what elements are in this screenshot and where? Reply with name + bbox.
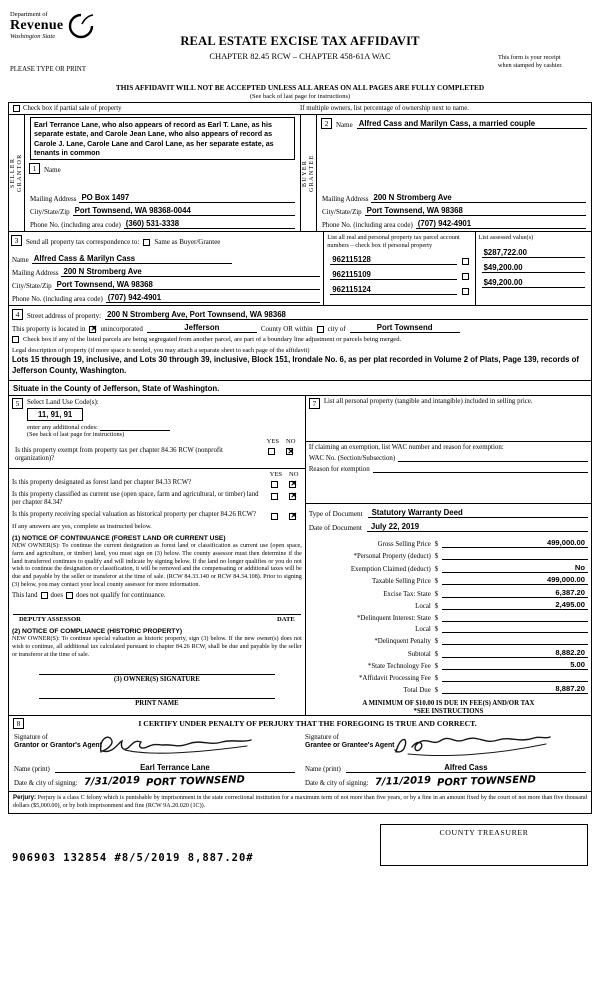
money-row-total-due: Total Due $ 8,887.20	[309, 683, 588, 696]
city-value[interactable]: Port Townsend	[350, 323, 460, 333]
dollar-sign: $	[434, 613, 439, 622]
section-2-number: 2	[321, 118, 332, 129]
money-table	[306, 534, 591, 696]
print-name-label: PRINT NAME	[135, 700, 179, 708]
right-column	[306, 396, 591, 715]
dollar-sign: $	[434, 564, 439, 573]
correspondence-name-value[interactable]: Alfred Cass & Marilyn Cass	[32, 254, 232, 264]
receipt-note: This form is your receipt when stamped by cashier.	[498, 54, 563, 70]
situate-line: Situate in the County of Jefferson, State of Washington.	[9, 380, 591, 395]
buyer-box	[300, 115, 591, 231]
parcel-row	[324, 281, 474, 296]
perjury-text: Perjury is a class C felony which is punishable by imprisonment in the state correctional institution for a maximum term of not more than five years, or by a fine in an amount fixed by the court of not more than five thousand dollars ($5,000.00), or by both imprisonment and fine (RCW 9A.20.020 (1C)).	[13, 795, 587, 809]
money-row-taxable: Taxable Selling Price $ 499,000.00	[309, 574, 588, 587]
buyer-side-label: BUYER GRANTEE	[301, 115, 317, 231]
seller-phone-value[interactable]: (360) 531-3338	[124, 219, 295, 229]
section-4-number: 4	[12, 309, 23, 320]
money-row-exemption: Exemption Claimed (deduct) $ No	[309, 561, 588, 574]
dollar-sign: $	[434, 551, 439, 560]
exemption-intro: If claiming an exemption, list WAC number and reason for exemption:	[308, 444, 504, 452]
affidavit-processing-fee-value[interactable]	[442, 673, 588, 682]
delinquent-interest-local-value[interactable]	[442, 624, 588, 633]
excise-tax-local-value[interactable]: 2,495.00	[442, 600, 588, 610]
buyer-mailing-value[interactable]: 200 N Stromberg Ave	[371, 193, 586, 203]
county-value[interactable]: Jefferson	[147, 323, 257, 333]
money-row-delinquent-interest-local: Local $	[309, 623, 588, 635]
buyer-city-value[interactable]: Port Townsend, WA 98368	[365, 206, 586, 216]
parties-row	[9, 114, 591, 231]
segregated-checkbox[interactable]	[12, 336, 19, 343]
unincorporated-label: unincorporated	[100, 324, 143, 333]
grantee-signature-area[interactable]: Signature of Grantee or Grantee's Agent	[300, 732, 591, 762]
forest-no-checkbox[interactable]	[289, 481, 296, 488]
wac-field[interactable]	[398, 454, 588, 462]
county-treasurer-label: COUNTY TREASURER	[439, 827, 529, 837]
section-8	[9, 715, 591, 791]
correspondence-mailing-label: Mailing Address	[12, 268, 59, 277]
form-body	[8, 102, 592, 814]
buyer-phone-value[interactable]: (707) 942-4901	[416, 219, 586, 229]
qualify-line: This land does does not qualify for continuance.	[12, 592, 166, 600]
correspondence-city-label: City/State/Zip	[12, 281, 52, 290]
seller-side-label: SELLER GRANTOR	[9, 115, 25, 231]
exempt-no-checkbox[interactable]	[286, 448, 293, 455]
seller-mailing-label: Mailing Address	[30, 194, 77, 203]
seller-name-value[interactable]: Earl Terrance Lane, who also appears of record as Earl T. Lane, as his separate estate, and Carole Jean Lane, who also appears of record as Carole J. Lane, Carole Lane and Carol Lane, as her separate estate, as tenants in common	[30, 117, 295, 160]
dollar-sign: $	[434, 540, 439, 549]
correspondence-city-value[interactable]: Port Townsend, WA 98368	[55, 280, 321, 290]
if-yes-note: If any answers are yes, complete as instructed below.	[12, 523, 152, 531]
parcel-personal-checkbox[interactable]	[462, 258, 469, 265]
money-row-excise-local: Local $ 2,495.00	[309, 599, 588, 612]
legal-description-label: Legal description of property (if more space is needed, you may attach a separate sheet to each page of the affidavit)	[12, 347, 310, 354]
excise-tax-state-value[interactable]: 6,387.20	[442, 588, 588, 598]
county-or-within-label: County OR within	[260, 324, 313, 333]
see-back-note: (See back of last page for instructions)	[249, 93, 351, 100]
grantor-signing-date[interactable]: 7/31/2019	[83, 774, 140, 788]
dollar-sign: $	[434, 625, 439, 634]
current-use-question: Is this property classified as current use (open space, farm and agricultural, or timber) land per chapter 84.34?	[12, 491, 259, 507]
date-of-document-label: Date of Document	[308, 524, 362, 533]
assessed-header: List assessed value(s)	[478, 234, 534, 241]
dollar-sign: $	[434, 649, 439, 658]
notice-1-title: (1) NOTICE OF CONTINUANCE (FOREST LAND OR CURRENT USE)	[12, 535, 226, 543]
perjury-lead: Perjury:	[13, 794, 37, 802]
gross-selling-price-value[interactable]: 499,000.00	[442, 538, 588, 548]
left-column	[9, 396, 306, 715]
grantee-signing-city[interactable]: PORT TOWNSEND	[436, 774, 536, 789]
date-city-label: Date & city of signing:	[305, 779, 369, 787]
chapter-line: CHAPTER 82.45 RCW – CHAPTER 458-61A WAC	[209, 51, 391, 61]
date-of-document-value[interactable]: July 22, 2019	[367, 522, 588, 532]
dor-swoosh-icon	[66, 12, 96, 40]
type-of-document-label: Type of Document	[308, 510, 363, 519]
exemption-claimed-value[interactable]: No	[442, 563, 588, 573]
certify-statement: I CERTIFY UNDER PENALTY OF PERJURY THAT THE FOREGOING IS TRUE AND CORRECT.	[138, 719, 477, 729]
same-as-buyer-checkbox[interactable]	[143, 239, 150, 246]
partial-sale-checkbox[interactable]	[13, 105, 20, 112]
please-type-label: PLEASE TYPE OR PRINT	[10, 66, 86, 73]
delinquent-penalty-value[interactable]	[442, 636, 588, 645]
yes-header: YES	[266, 438, 280, 446]
money-row-delinquent-interest-state: *Delinquent Interest: State $	[309, 612, 588, 624]
property-location-line	[12, 321, 588, 334]
dollar-sign: $	[434, 686, 439, 695]
money-row-subtotal: Subtotal $ 8,882.20	[309, 646, 588, 659]
correspondence-name-label: Name	[12, 255, 29, 264]
section-5	[9, 396, 305, 469]
notice-2-title: (2) NOTICE OF COMPLIANCE (HISTORIC PROPERTY)	[12, 628, 183, 636]
additional-codes-label: enter any additional codes:	[27, 424, 98, 432]
owner-signature-line[interactable]	[39, 665, 275, 675]
buyer-name-value[interactable]: Alfred Cass and Marilyn Cass, a married couple	[357, 119, 587, 129]
section-3	[9, 231, 591, 305]
warning-line: THIS AFFIDAVIT WILL NOT BE ACCEPTED UNLESS ALL AREAS ON ALL PAGES ARE FULLY COMPLETED	[115, 83, 485, 92]
seller-phone-label: Phone No. (including area code)	[30, 220, 121, 229]
historic-question: Is this property receiving special valuation as historical property per chapter 84.26 RCW?	[12, 510, 257, 518]
grantor-signature-area[interactable]: Signature of Grantor or Grantor's Agent	[9, 732, 300, 762]
dollar-sign: $	[434, 589, 439, 598]
additional-codes-field[interactable]	[100, 424, 170, 431]
cashier-validation-stamp: 906903 132854 #8/5/2019 8,887.20#	[12, 851, 254, 864]
grantee-signing-date[interactable]: 7/11/2019	[374, 774, 431, 788]
form-title: REAL ESTATE EXCISE TAX AFFIDAVIT	[180, 34, 420, 48]
logo-revenue: Revenue	[10, 17, 64, 33]
land-does-not-checkbox[interactable]	[66, 592, 73, 599]
name-print-label: Name (print)	[305, 765, 341, 773]
money-row-personal-property: *Personal Property (deduct) $	[309, 550, 588, 562]
city-checkbox[interactable]	[317, 326, 324, 333]
multiple-owners-label: If multiple owners, list percentage of ownership next to name.	[300, 105, 469, 112]
section-7-number: 7	[309, 398, 320, 409]
money-row-gross: Gross Selling Price $ 499,000.00	[309, 537, 588, 550]
wac-label: WAC No. (Section/Subsection)	[308, 455, 396, 463]
segregated-label: Check box if any of the listed parcels are being segregated from another parcel, are part of a boundary line adjustment or parcels being merged.	[23, 335, 402, 343]
dollar-sign: $	[434, 602, 439, 611]
buyer-city-label: City/State/Zip	[322, 207, 362, 216]
money-row-delinquent-penalty: *Delinquent Penalty $	[309, 635, 588, 647]
footer	[8, 814, 592, 866]
seller-city-value[interactable]: Port Townsend, WA 98368-0044	[73, 206, 295, 216]
correspondence-phone-label: Phone No. (including area code)	[12, 294, 103, 303]
legal-description-value[interactable]: Lots 15 through 19, inclusive, and Lots 30 through 39, inclusive, Block 151, Irondale No. 6, as per plat recorded in Volume 2 of Plats, Page 139, records of Jefferson County, Washington.	[12, 355, 580, 375]
personal-property-label: List all personal property (tangible and intangible) included in selling price.	[323, 398, 533, 406]
money-row-tech-fee: *State Technology Fee $ 5.00	[309, 659, 588, 672]
see-instructions-note: *SEE INSTRUCTIONS	[413, 707, 484, 715]
county-treasurer-box	[380, 824, 588, 866]
parcel-header: List all real and personal property tax parcel account numbers – check box if personal property	[327, 234, 460, 249]
grantee-printed-name[interactable]: Alfred Cass	[346, 763, 586, 773]
parcel-row	[324, 266, 474, 281]
delinquent-interest-state-value[interactable]	[442, 613, 588, 622]
form-header	[8, 8, 592, 82]
grantee-signature	[388, 730, 553, 760]
section-3-number: 3	[11, 235, 22, 246]
deputy-assessor-label: DEPUTY ASSESSOR	[19, 616, 81, 624]
assessed-value[interactable]: $49,200.00	[482, 263, 585, 273]
money-row-processing-fee: *Affidavit Processing Fee $	[309, 672, 588, 684]
section-4	[9, 305, 591, 380]
section-8-number: 8	[13, 718, 24, 729]
section-5-number: 5	[12, 398, 23, 409]
dollar-sign: $	[434, 637, 439, 646]
buyer-name-label: Name	[336, 121, 353, 129]
see-back-instructions: (See back of last page for instructions)	[27, 431, 125, 439]
seller-city-label: City/State/Zip	[30, 207, 70, 216]
parcel-row	[324, 251, 474, 266]
city-of-label: city of	[327, 324, 346, 333]
minimum-due-note: A MINIMUM OF $10.00 IS DUE IN FEE(S) AND/OR TAX	[362, 699, 535, 707]
print-name-line[interactable]	[39, 689, 275, 699]
buyer-phone-label: Phone No. (including area code)	[322, 220, 413, 229]
dollar-sign: $	[434, 577, 439, 586]
parcel-personal-checkbox[interactable]	[462, 273, 469, 280]
exempt-question: Is this property exempt from property tax per chapter 84.36 RCW (nonprofit organization)?	[15, 446, 223, 462]
dollar-sign: $	[434, 662, 439, 671]
historic-yes-checkbox[interactable]	[271, 513, 278, 520]
currentuse-yes-checkbox[interactable]	[271, 493, 278, 500]
section-7	[306, 396, 591, 442]
exempt-yes-checkbox[interactable]	[268, 448, 275, 455]
correspondence-mailing-value[interactable]: 200 N Stromberg Ave	[61, 267, 320, 277]
date-label: DATE	[276, 616, 295, 624]
correspondence-phone-value[interactable]: (707) 942-4901	[106, 293, 320, 303]
deputy-assessor-signature-line[interactable]	[13, 604, 301, 615]
yes-header: YES	[269, 470, 283, 478]
state-technology-fee-value[interactable]: 5.00	[442, 660, 588, 670]
total-due-value[interactable]: 8,887.20	[442, 684, 588, 694]
subtotal-value[interactable]: 8,882.20	[442, 648, 588, 658]
exemption-box	[306, 442, 591, 504]
grantor-signature	[95, 730, 255, 760]
parcel-number[interactable]: 962115124	[330, 285, 456, 295]
parcel-number[interactable]: 962115128	[330, 255, 456, 265]
middle-columns	[9, 395, 591, 715]
buyer-mailing-label: Mailing Address	[322, 194, 369, 203]
section-1-number: 1	[29, 163, 40, 174]
reason-label: Reason for exemption	[308, 466, 370, 474]
taxable-selling-price-value[interactable]: 499,000.00	[442, 575, 588, 585]
grantor-agent-label: Grantor or Grantor's Agent	[14, 742, 102, 750]
seller-box	[9, 115, 300, 231]
dollar-sign: $	[434, 673, 439, 682]
land-use-label: Select Land Use Code(s):	[27, 398, 99, 407]
same-as-buyer-label: Same as Buyer/Grantee	[154, 238, 221, 246]
owner-signature-label: (3) OWNER(S) SIGNATURE	[113, 676, 200, 684]
notice-1-body: NEW OWNER(S): To continue the current designation as forest land or classification as current use (open space, farm and agriculture, or timber) land, you must sign on (3) below. The county assessor must then determine if the land transferred continues to qualify and will indicate by signing below. If the land no longer qualifies or you do not wish to continue the designation or classification, it will be removed and the compensating or additional taxes will be due and payable by the seller or transferor at the time of sale. (RCW 84.33.140 or RCW 84.34.108). Prior to signing (3) below, you may contact your local county assessor for more information.	[12, 543, 302, 588]
land-does-checkbox[interactable]	[41, 592, 48, 599]
land-use-codes-value[interactable]: 11, 91, 91	[27, 408, 83, 421]
logo-washington-state: Washington State	[10, 32, 56, 40]
assessed-value[interactable]: $287,722.00	[482, 248, 585, 258]
unincorporated-checkbox[interactable]	[89, 326, 96, 333]
logo-dept-line: Department of	[10, 11, 48, 18]
street-address-label: Street address of property:	[27, 311, 102, 320]
located-in-label: This property is located in	[12, 324, 86, 333]
type-of-document-value[interactable]: Statutory Warranty Deed	[368, 508, 588, 518]
assessed-value[interactable]: $49,200.00	[482, 278, 585, 288]
reason-field[interactable]	[373, 465, 588, 473]
forest-land-question: Is this property designated as forest land per chapter 84.33 RCW?	[12, 479, 192, 487]
seller-mailing-value[interactable]: PO Box 1497	[79, 193, 295, 203]
parcel-personal-checkbox[interactable]	[462, 288, 469, 295]
notice-2-body: NEW OWNER(S): To continue special valuation as historic property, sign (3) below. If the new owner(s) does not wish to continue, all additional tax calculated pursuant to chapter 84.26 RCW, shall be due and payable by the seller or transferor at the time of sale.	[12, 636, 302, 658]
dor-logo	[10, 12, 96, 40]
street-address-value[interactable]: 200 N Stromberg Ave, Port Townsend, WA 98368	[105, 310, 588, 320]
top-row	[9, 103, 591, 114]
name-print-label: Name (print)	[14, 765, 50, 773]
seller-name-label: Name	[44, 166, 61, 175]
personal-property-deduct-value[interactable]	[442, 551, 588, 560]
send-correspondence-label: Send all property tax correspondence to:	[26, 238, 140, 246]
date-city-label: Date & city of signing:	[14, 779, 78, 787]
parcel-number[interactable]: 962115109	[330, 270, 456, 280]
grantor-printed-name[interactable]: Earl Terrance Lane	[55, 763, 295, 773]
perjury-notice	[9, 791, 591, 813]
partial-sale-label: Check box if partial sale of property	[23, 105, 122, 112]
currentuse-no-checkbox[interactable]	[289, 493, 296, 500]
grantee-agent-label: Grantee or Grantee's Agent	[305, 742, 395, 750]
grantor-signing-city[interactable]: PORT TOWNSEND	[145, 774, 245, 789]
money-row-excise-state: Excise Tax: State $ 6,387.20	[309, 586, 588, 599]
no-header: NO	[286, 438, 296, 446]
no-header: NO	[289, 470, 299, 478]
historic-no-checkbox[interactable]	[289, 513, 296, 520]
forest-yes-checkbox[interactable]	[271, 481, 278, 488]
